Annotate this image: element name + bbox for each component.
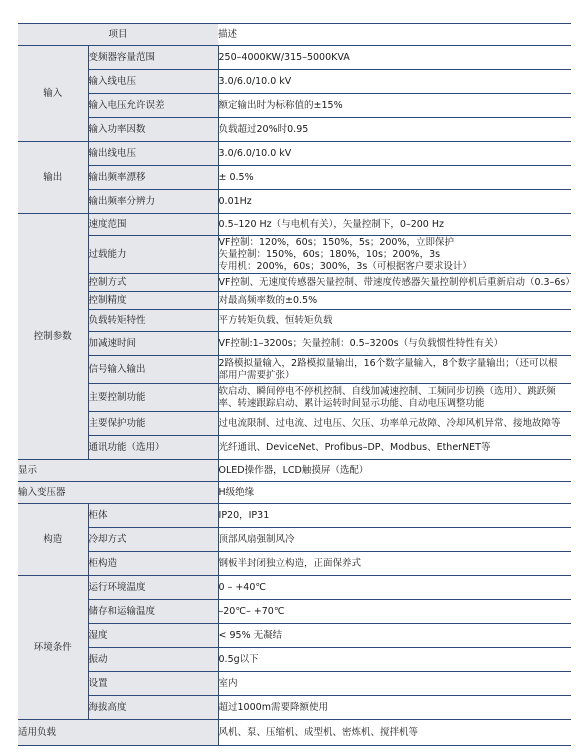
category-control: 控制参数 xyxy=(18,214,88,460)
row-value: 0 – +40℃ xyxy=(218,576,571,600)
row-value: 250–4000KW/315–5000KVA xyxy=(218,46,571,70)
row-value: H级绝缘 xyxy=(218,482,571,504)
header-item: 项目 xyxy=(18,24,218,46)
row-value: 光纤通讯、DeviceNet、Profibus–DP、Modbus、EtherNET等 xyxy=(218,436,571,460)
table-row xyxy=(18,672,571,696)
row-value: 0.5g以下 xyxy=(218,648,571,672)
row-label: 冷却方式 xyxy=(88,528,218,552)
row-label: 输出频率漂移 xyxy=(88,166,218,190)
row-label: 输入线电压 xyxy=(88,70,218,94)
row-label: 负载转矩特性 xyxy=(88,310,218,332)
table-row xyxy=(18,482,571,504)
row-value xyxy=(218,356,571,384)
table-row xyxy=(18,696,571,720)
table-row xyxy=(18,600,571,624)
row-label: 过载能力 xyxy=(88,236,218,274)
row-value: 0.01Hz xyxy=(218,190,571,214)
table-row xyxy=(18,118,571,142)
row-value: 钢板半封闭独立构造，正面保养式 xyxy=(218,552,571,576)
table-row xyxy=(18,70,571,94)
row-value: 室内 xyxy=(218,672,571,696)
category-structure: 构造 xyxy=(18,504,88,576)
category-input: 输入 xyxy=(18,46,88,142)
category-transformer: 输入变压器 xyxy=(18,482,218,504)
row-value: OLED操作器，LCD触摸屏（选配） xyxy=(218,460,571,482)
row-value: < 95% 无凝结 xyxy=(218,624,571,648)
desc-line: 软启动、瞬间停电不停机控制、自线加减速控制、工频同步切换（选用）、跳跃频 xyxy=(218,385,556,397)
row-value: 过电流限制、过电流、过电压、欠压、功率单元故障、冷却风机异常、接地故障等 xyxy=(218,412,571,436)
row-label: 加减速时间 xyxy=(88,332,218,356)
table-row xyxy=(18,94,571,118)
table-row xyxy=(18,166,571,190)
row-value: 额定输出时为标称值的±15% xyxy=(218,94,571,118)
table-row xyxy=(18,332,571,356)
table-row xyxy=(18,46,571,70)
row-value: VF控制:1–3200s；矢量控制：0.5–3200s（与负载惯性特性有关） xyxy=(218,332,571,356)
table-row xyxy=(18,142,571,166)
table-row xyxy=(18,214,571,236)
header-row xyxy=(18,24,571,46)
desc-line: VF控制：120%，60s；150%，5s；200%，立即保护 xyxy=(218,236,454,248)
category-display: 显示 xyxy=(18,460,218,482)
table-row xyxy=(18,504,571,528)
row-value: 3.0/6.0/10.0 kV xyxy=(218,70,571,94)
row-value: 3.0/6.0/10.0 kV xyxy=(218,142,571,166)
row-label: 信号输入输出 xyxy=(88,356,218,384)
row-label: 主要保护功能 xyxy=(88,412,218,436)
row-label: 海拔高度 xyxy=(88,696,218,720)
row-value xyxy=(218,384,571,412)
row-label: 设置 xyxy=(88,672,218,696)
table-row xyxy=(18,624,571,648)
row-value: ± 0.5% xyxy=(218,166,571,190)
row-label: 控制精度 xyxy=(88,292,218,310)
table-row xyxy=(18,356,571,384)
desc-line: 2路模拟量输入，2路模拟量输出，16个数字量输入，8个数字量输出；（还可以根 xyxy=(218,357,558,369)
table-row xyxy=(18,292,571,310)
row-label: 主要控制功能 xyxy=(88,384,218,412)
desc-line: 部用户需要扩张） xyxy=(218,369,295,381)
row-value: VF控制、无速度传感器矢量控制、带速度传感器矢量控制停机后重新启动（0.3–6s） xyxy=(218,274,571,292)
row-label: 振动 xyxy=(88,648,218,672)
table-row xyxy=(18,460,571,482)
table-row xyxy=(18,576,571,600)
category-environment: 环境条件 xyxy=(18,576,88,720)
row-label: 柜体 xyxy=(88,504,218,528)
table-row xyxy=(18,436,571,460)
row-value: –20℃– +70℃ xyxy=(218,600,571,624)
desc-line: 专用机：200%，60s；300%，3s（可根据客户要求设计） xyxy=(218,260,472,272)
row-label: 控制方式 xyxy=(88,274,218,292)
desc-line: 矢量控制：150%，60s；180%，10s；200%，3s xyxy=(218,248,441,260)
row-value: 顶部风扇强制风冷 xyxy=(218,528,571,552)
row-label: 输入电压允许误差 xyxy=(88,94,218,118)
table-row xyxy=(18,190,571,214)
row-label: 湿度 xyxy=(88,624,218,648)
row-label: 运行环境温度 xyxy=(88,576,218,600)
row-value: 0.5–120 Hz（与电机有关），矢量控制下，0–200 Hz xyxy=(218,214,571,236)
category-load: 适用负载 xyxy=(18,720,218,746)
row-label: 储存和运输温度 xyxy=(88,600,218,624)
header-desc: 描述 xyxy=(218,24,571,46)
table-row xyxy=(18,528,571,552)
row-value: 超过1000m需要降额使用 xyxy=(218,696,571,720)
row-label: 柜构造 xyxy=(88,552,218,576)
row-value xyxy=(218,236,571,274)
table-row xyxy=(18,274,571,292)
row-label: 输出频率分辨力 xyxy=(88,190,218,214)
row-value: 风机、泵、压缩机、成型机、密炼机、搅拌机等 xyxy=(218,720,571,746)
row-value: 平方转矩负载、恒转矩负载 xyxy=(218,310,571,332)
table-row xyxy=(18,648,571,672)
row-label: 输出线电压 xyxy=(88,142,218,166)
row-label: 速度范围 xyxy=(88,214,218,236)
row-value: IP20，IP31 xyxy=(218,504,571,528)
row-label: 输入功率因数 xyxy=(88,118,218,142)
row-label: 通讯功能（选用） xyxy=(88,436,218,460)
desc-line: 率、转速跟踪启动、累计运转时间显示功能、自动电压调整功能 xyxy=(218,397,485,409)
row-label: 变频器容量范围 xyxy=(88,46,218,70)
table-row xyxy=(18,720,571,746)
table-row xyxy=(18,384,571,412)
row-value: 对最高频率数的±0.5% xyxy=(218,292,571,310)
row-value: 负载超过20%时0.95 xyxy=(218,118,571,142)
category-output: 输出 xyxy=(18,142,88,214)
table-row xyxy=(18,310,571,332)
table-row xyxy=(18,412,571,436)
table-row xyxy=(18,552,571,576)
spec-table xyxy=(18,23,575,746)
table-row xyxy=(18,236,571,274)
